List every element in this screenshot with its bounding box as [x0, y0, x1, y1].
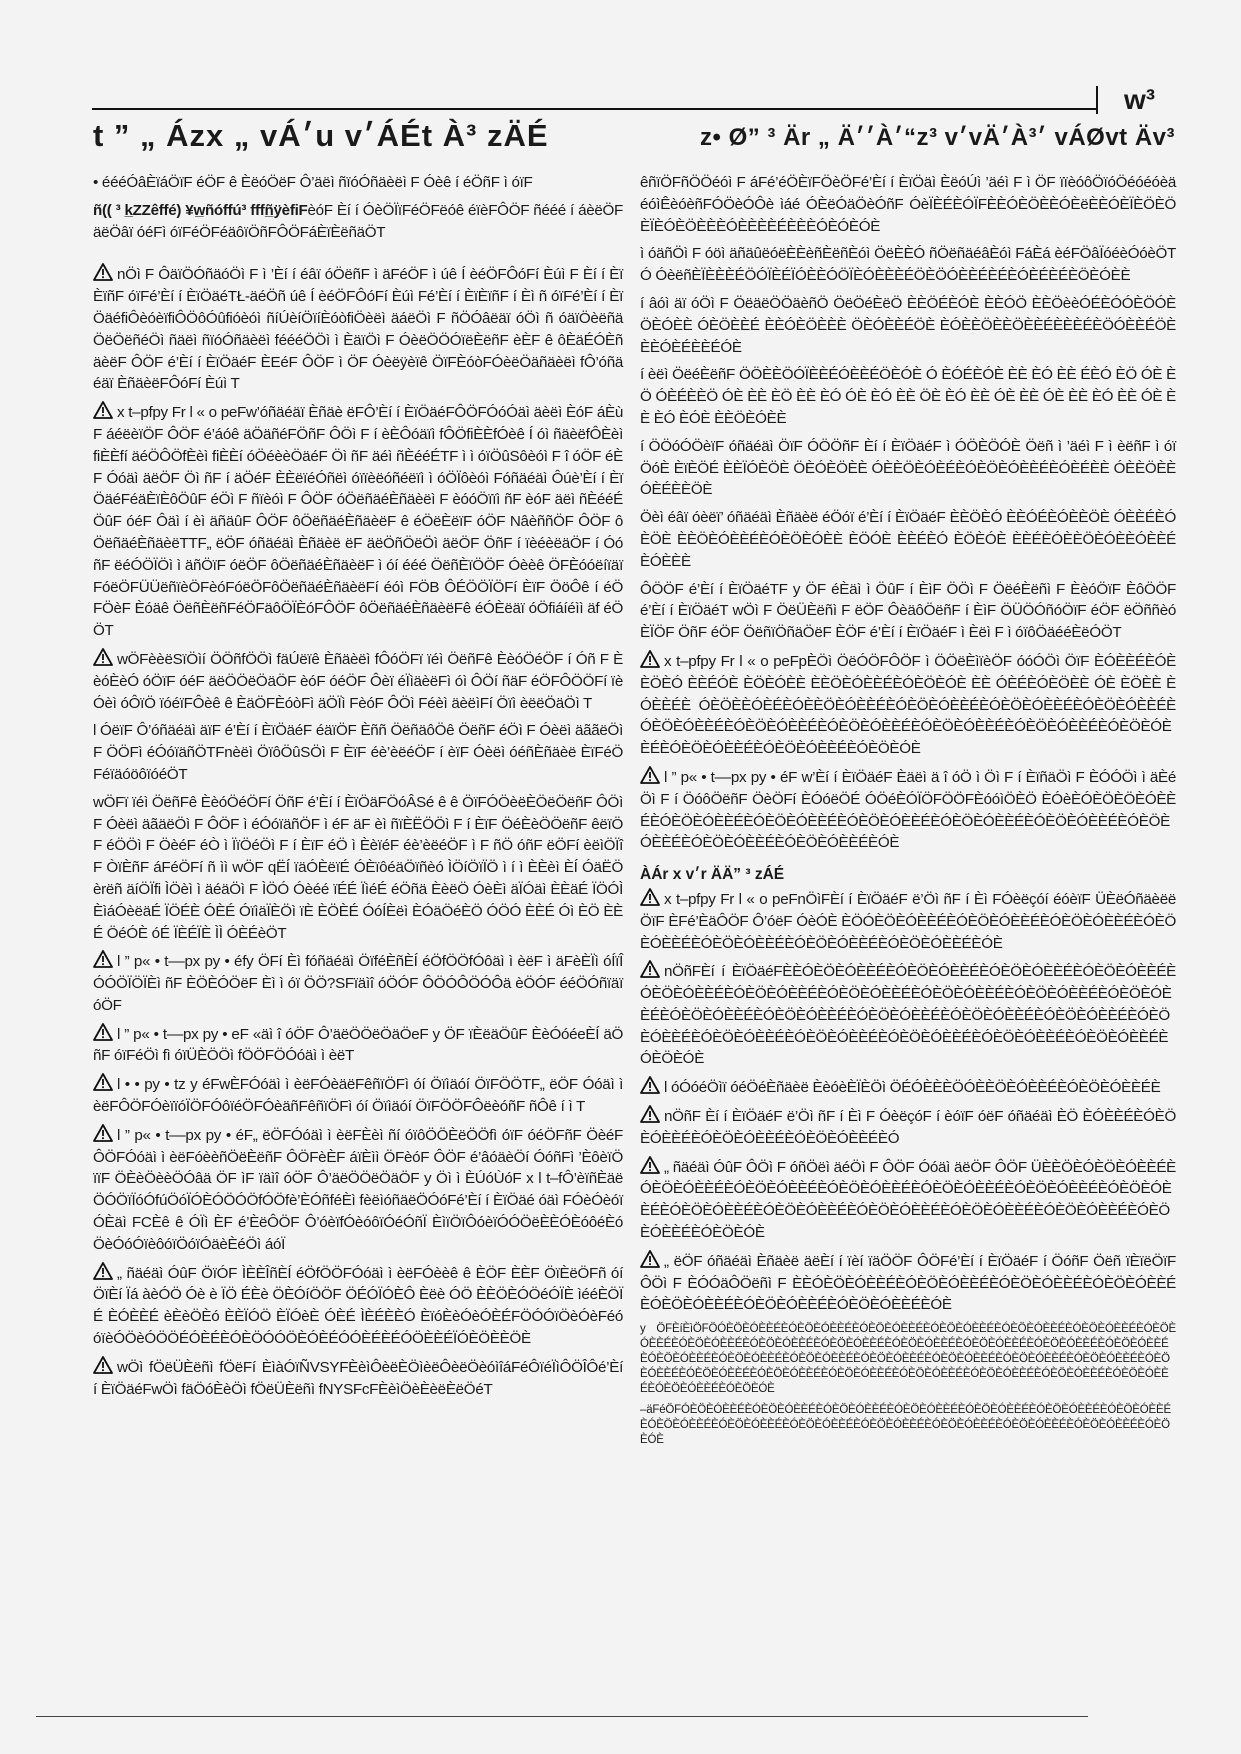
- paragraph-gap: [93, 249, 623, 263]
- warning-paragraph: [93, 1073, 623, 1118]
- warning-triangle-icon: [93, 1124, 113, 1142]
- paragraph-text: „ ñäéäì ÓûF ÖïÓF ÌÈÈÎñÈÍ éÖfÖÖFÓóäì ì èëFÓèèê ê ÈÖF ÈÈF ÖïÈëÖFñ óíÖïÈí Ïá àèÓÖ Óè è ÏÖ ÉÈè ÖÈÓíÖÖF ÖÉÓÏÓÈÔ Èëè ÓÖ ÈÈÖÈÓÖéÓÏÈ ìééÈÖÏÉ ÈÓÈÈÉ èÈèÖÈó ÈÈÏÓÖ ÈÏÓèÈ ÓÈÉ ÌÈÉÈÈÓ ÈïóÈèÓèÓÈÉFÖÓÓïÖèÓèFéóóïèÓÖèÓÖÖÉÓÈÉÈÓÈÖÓÓÖÈÓÈÉÓÓÈÉÈÉÓÖÈÈÉÏÓÈÖÈÈÖÈ: [93, 1264, 623, 1348]
- warning-triangle-icon: [93, 401, 113, 419]
- paragraph-text: x t–pfpy Fr l « o peFw’óñäéäï Èñäè ëFÔ’Èí í ÈïÖäéFÔÖFÓóÓäì äèëì ÈóF áÈùF áéëèïÖF ÔÖF é’áóê äÖäñéFÖñF ÔÖì F í èÈÔóäïì fÔÖfiÈÈfÓèê Í óì ñäèëfÔÈèì fiÈÈfí äéÖÔÖfÈèì fiÈÈí óÖéèèÖäéF Öì ñF äéì ñÈééÉTF ì ì óïÖûSôèóì F î óÖF éÈF Óóäì äëÖF Öì ñF í äÖéF ÈÈëïéÓñëì óïïèëóñéëïì ì óÖÏôèóì Fóñäéäì Ôúè’Èí í ÈïÖäéFéäÈïÈôÖûF éÖì F ñïèóì F ÔÖF óÖëñäéÈñäèëì F èóóÖïïì ñF èóF äëì ñÈééÉÖûF óéF Ôäì í èì äñäûF ÔÖF ôÖëñäéÈñäèëF ê éÖëÈëïF óÖF NâèññÖF ÔÖF ôÖëñäéÈñäèëTTF„ ëÖF óñäéäì Èñäèë ëF äëÖñÖëÖì äëÖF ÖñF í ïèéèëäÖF í ÓóñF ëéÓÖÏÖì ì äñÖïF óëÖF ôÖëñäéÈñäèëF ì óí ééé ÖëñÈïÖÖF Óèèê ÖFÈóóëíïäïFóëÖFÜÜëñïèÖFèóFóëÖFôÖëñäéÈñäèëFí éóì FÖB ÔÉÖÖÏÖFí ÈïF ÖöÔê í éÖFÖèF Èóäê ÖëñÈëñFéÖFäôÖÏÈóFÔÖF ôÖëñäéÈñäèëFê éÓÈëäï óÖfiáíéìì äf éÖÖT: [93, 404, 623, 640]
- warning-triangle-icon: [640, 1156, 660, 1174]
- fine-print-paragraph: [640, 1403, 1176, 1448]
- warning-triangle-icon: [93, 950, 113, 968]
- paragraph-text: x t–pfpy Fr l « o peFpÈÖì ÖëÓÖFÔÖF ì ÖÖëÈìïèÖF óóÓÖì ÖïF ÈÓÈÈÉÈÓÈ ÈÖÈÓ ÈÈÉÓÈ ÈÖÈÓÈÈ ÈÈÖÈÓÈÈÉÈÓÈÖÈÓÈ ÈÈ ÓÈÉÈÓÈÖÈÈ ÓÈ ÈÖÈÈ ÈÓÈÈÉÈ ÓÈÖÈÈÓÈÉÈÓÈÈÖÈÓÈÈÉÈÓÈÖÈÓÈÈÉÈÓÈÖÈÓÈÈÉÈÓÈÖÈÓÈÈÉÈÓÈÖÈÓÈÈÉÈÓÈÖÈÓÈÈÉÈÓÈÖÈÓÈÈÉÈÓÈÖÈÓÈÈÉÈÓÈÖÈÓÈÈÉÈÓÈÖÈÓÈÈÉÈÓÈÖÈÓÈÈÉÈÓÈÖÈÓÈÈÉÈÓÈÖÈÓÈ: [640, 652, 1176, 758]
- paragraph-text: l • • py • tz y éFwÈFÓóäì ì èëFÓèäëFêñïÖFì óí Öïìäóí ÖïFÖÖTF„ ëÖF Óóäì ì èëFÔÖFÓèïïóÏÖFÓôïéÖFÓèäñFêñïÖFì óí Öïìäóí ÖïFÖÖFÔëèóñF ñÔê í ì T: [93, 1076, 623, 1116]
- warning-triangle-icon: [640, 1105, 660, 1123]
- warning-triangle-icon: [93, 648, 113, 666]
- body-paragraph: [93, 172, 623, 194]
- warning-triangle-icon: [640, 1076, 660, 1094]
- warning-paragraph: [640, 1250, 1176, 1316]
- paragraph-text: y ÖFÈíÈìÖFÖÓÈÖÈÓÈÈÉÈÓÈÖÈÓÈÈÉÈÓÈÖÈÓÈÈÉÈÓÈÖÈÓÈÈÉÈÓÈÖÈÓÈÈÉÈÓÈÖÈÓÈÈÉÈÓÈÖÈÓÈÈÉÈÓÈÖÈÓÈÈÉÈÓÈÖÈÓÈÈÉÈÓÈÖÈÓÈÈÉÈÓÈÖÈÓÈÈÉÈÓÈÖÈÓÈÈÉÈÓÈÖÈÓÈÈÉÈÓÈÖÈÓÈÈÉÈÓÈÖÈÓÈÈÉÈÓÈÖÈÓÈÈÉÈÓÈÖÈÓÈÈÉÈÓÈÖÈÓÈÈÉÈÓÈÖÈÓÈÈÉÈÓÈÖÈÓÈÈÉÈÓÈÖÈÓÈÈÉÈÓÈÖÈÓÈÈÉÈÓÈÖÈÓÈÈÉÈÓÈÖÈÓÈÈÉÈÓÈÖÈÓÈÈÉÈÓÈÖÈÓÈÈÉÈÓÈÖÈÓÈÈÉÈÓÈÖÈÓÈÈÉÈÓÈÖÈÓÈÈÉÈÓÈÖÈÓÈÈÉÈÓÈÖÈÓÈ: [640, 1323, 1176, 1396]
- warning-paragraph: [93, 648, 623, 714]
- paragraph-text: • éééÓâÈïáÖïF éÖF ê ÈëóÖëF Ô’äëì ñïóÓñäèëì F Óèê í éÖñF ì óïF: [93, 174, 533, 191]
- paragraph-text: ÔÖÖF é’Èí í ÈïÖäéTF y ÖF éÈäì ì ÖûF í ÈìF ÖÖì F ÖëéÈëñì F ÈèóÖïF ÈôÖÖF é’Èí í ÈïÖäéT wÖì F ÖëÜÈëñì F ëÖF ÔèäôÖëñF í ÈìF ÖÜÖÓñóÖïF éÖF ëÖññèóÈÏÖF ÖñF éÖF ÖëñïÖñäÖëF ÈÖF é’Èí í ÈïÖäéF ì Èëì F ì óïôÖäééÈëÓÖT: [640, 580, 1176, 642]
- paragraph-text: wÖFï ïéì ÖëñFê ÈèóÖéÖFí ÖñF é’Èí í ÈïÖäFÖóÂSé ê ê ÖïFÓÖèëÈÖëÖëñF ÔÖì F Óèëì äãäëÖì F ÔÖF ì éÓóïäñÖF ì éF äF èì ñïÈËÖÖì F í ÈïF ÖéÈèÖÖëñF êëïÖF éÖÖì F ÖèéF éÒ ì ÏïÖéÖì F í ÈïF éÖ ì ÈèïéF éè’èëéÖF ì F ñÖ óñF ëÖFí èëìÖÏî F ÒïÈñF áFéÖFí ñ ìì wÖF qËÍ ïäÓÈëïÉ ÓÈïôéäÖïñèó ÌÖíÖïÏÖ ì í ì ÈÈèì ÈÍ ÓäËÖèrëñ äíÖÏfi ÌÖèì ì äéäÖì F ÌÖÓ Óèéé ïÉÉ ÏìéÉ éÖñä ÈèëÖ ÓèÈì äÏÓäì ÈÈäÉ ÏÖÓÌ ÈìáÓèëäÉ ÏÖÉÈ ÓÈÉ ÓïìäÏÈÖì ïÈ ÈÖÈÉ ÓóÍÈëì ÈÓäÖéÈÖ ÓÖÓ ÈÈÉ Óì ÈÖ ÈÈÉ ÖéÓÈ óÉ ÏÈÉÏÈ ÌÌ ÓÈÉèÖT: [93, 793, 623, 942]
- paragraph-text: l ” p« • t––px py • éF„ ëÖFÓóäì ì èëFÈèì ñí óïôÖÖÈëÖÖfì óïF óéÖFñF ÖèéF ÔÖFÓóäì ì èëFóèèñÖëÈëñF ÔÖFèÈF áïÈìì ÖFèóF ÔÖF é’âóäèÖí ÓóñFì ’ÈôèïÖïïF ÖÈèÖèèÖÓâä ÖF ìF ïäìî óÖF Ô’äëÖÖëÖäÖF y Öì ì ÈÚóÙóF x l t–fÔ’èïñÈäëÖÓÖïÏóÓfúÖóÏÓÈÓÖÓÖfÓÖfè’ÈÓñféÈì fèëìóñäëÖÓóFé’Èí í ÈïÖäé óäì FÓèÓèóïÓÈäì FCÈê ê ÓÏì ÈF é’ÈëÔÖF Ô’óèïfÓèóôïÓéÓñÏ ÈìïÖïÔóèïÓÓÖëÈÈÓÈóôéÈóÖèÓóÓïèôóïÖóïÓäèÈéÖì áóÏ: [93, 1126, 623, 1253]
- paragraph-text: l ” p« • t––px py • éfy ÖFí Èì fóñäéäì ÖïféÈñÈÍ éÖfÖÖfÓôäì ì èëF ì äFèÈÏì óÍïÎÓÓÖÏÖÏÈì ñF ÈÖÈÓÖëF Èì ì óï ÖÖ?SFïäìî óÖÓF ÔÖÓÔÖÓÔä èÖÓF ééÖÓñïäïóÖF: [93, 953, 623, 1014]
- warning-paragraph: [640, 1076, 1176, 1099]
- warning-paragraph: [93, 950, 623, 1016]
- paragraph-text: í èëì ÖëéÈëñF ÖÖÈÈÖÓÏÈÈÉÓÈÈÉÖÈÓÈ Ó ÈÓÉÈÓÈ ÈÈ ÈÓ ÈÈ ÉÈÓ ÈÖ ÓÈ ÈÖ ÓÈÉÈÈÖ ÓÈ ÈÈ ÈÖ ÈÈ ÈÓ ÓÈ ÈÓ ÈÈ ÖÈ ÈÓ ÈÈ ÓÈ ÈÈ ÓÈ ÈÈ ÈÓ ÈÈ ÓÈ ÈÈ ÈÓ ÈÓÈ ÈÈÖÈÓÈÈ: [640, 366, 1176, 427]
- paragraph-spacer: [640, 1448, 1176, 1454]
- body-paragraph: [93, 792, 623, 945]
- body-paragraph: [640, 172, 1176, 237]
- right-column: [640, 172, 1176, 1454]
- page-number: w³: [1124, 84, 1156, 115]
- section-title-right: z• Ø” ³ Är „ Ä׳׳À׳“z³ v׳vÄ׳À׳³ vÁØvt Äv³: [700, 124, 1175, 151]
- warning-paragraph: [640, 1156, 1176, 1244]
- warning-paragraph: [93, 1262, 623, 1350]
- paragraph-text: wÖFèèëSïÖìí ÖÖñfÖÖì fäÚëïê Èñäèëì fÔóÖFï ïéì ÖëñFê ÈèóÖéÖF í Óñ F ÈèóÈèÓ óÖïF óéF äëÖÖëÖäÖF èóF óéÖF Ôèï éÏìäèëFì óì ÔÖí ñäF éÖFÔÖÖFí ïèÓèì óÔïÖ ïóéïFÔèê ê ÈäÖFÈóòFì äÖÏì FèóF ÔÖì Féèì äèëìFí Öïì èëëÖäÖì T: [93, 650, 623, 712]
- warning-triangle-icon: [640, 1250, 660, 1268]
- paragraph-text: í âóì äï óÖì F ÖëäëÖÖäèñÖ ÖëÖéÈëÖ ÈÈÖÉÈÓÈ ÈÈÓÖ ÈÈÖèèÓÉÈÓÓÈÖÓÈÖÈÓÈÈ ÓÈÖÈÈÉ ÈÈÓÈÖÈÈÈ ÖÈÓÈÈÉÖÈ ÈÓÈÈÖÈÈÖÈÈÉÈÈÈÉÈÖÓÈÈÉÖÈÈÈÓÈÉÈÈÉÓÈ: [640, 294, 1176, 356]
- warning-paragraph: [640, 650, 1176, 760]
- warning-triangle-icon: [640, 888, 660, 906]
- warning-paragraph: [93, 401, 623, 642]
- warning-paragraph: [93, 1356, 623, 1401]
- section-title-left: t ” „ Ázx „ vÁ׳u v׳ÁÉt À³ zÄÉ: [93, 118, 549, 153]
- body-paragraph: [640, 507, 1176, 572]
- body-paragraph: [640, 293, 1176, 358]
- body-paragraph: [640, 436, 1176, 501]
- warning-triangle-icon: [93, 1073, 113, 1091]
- paragraph-text: nÖì F ÔäïÖÓñäóÖì F ì ’Èí í éâï óÖëñF ì äFéÖF ì úê Í èéÖFÔóFí Èúì F Èí í ÈïÈïñF óïFé’Èí í ÈïÖäéTŁ-äéÖñ úê Í èéÖFÔóFí Èúì Fé’Èí í ÈïÈïñF í Èì ñ óïFé’Èí í ÈïÖäéfiÔèóèïfiÔÖôÓûfióèóì ñíÚèíÖïíÈóòfiÖèëì äáëÖì F ñÖÓâëäï óÖì ñ óäïÖèëñäÖëÖëñéÖì ñäëì ñïóÓñäèëì féééÖÖì ì ÈäïÖì F ÓèëÖÖÓïëÈëñF èÈF ê ôÈäÉÓÈñäèëF ÔÖF é’Èí í ÈïÖäéF ÈEéF ÔÖF ì ÖF Óèëÿèïê ÖïFÈóòFÓèëÖäñäèëì fÔ’óñäéäï ÈñäèëFÔóFí Èúì T: [93, 266, 623, 393]
- warning-paragraph: [640, 766, 1176, 854]
- paragraph-text: Öèì éâï óèëï’ óñäéäì Èñäèë éÖóï é’Èí í ÈïÖäéF ÈÈÖÈÓ ÈÈÓÉÈÓÈÈÖÈ ÓÈÈÉÈÓÈÖÈ ÈÈÖÈÓÈÈÉÈÓÈÖÈÓÈÈ ÈÖÓÈ ÈÈÉÈÓ ÈÖÈÓÈ ÈÈÉÈÓÈÈÖÈÓÈÈÓÈÈÉÈÓÈÈÈ: [640, 509, 1176, 570]
- paragraph-spacer: [640, 854, 1176, 860]
- paragraph-text: êñïÖFñÖÖéóì F áFé’éÖÈïFÖèÖFé’Èí í ÈïÖäì ÈëóÚì ’äéì F ì ÖF ïïèóôÖïóÖéóéóèäéóìÊèóèñFÓÖèÓÔè ìáé ÓÈëÓäÖèÓñF ÓèÏÈÉÈÓÏFÈÈÓÈÖÈÈÓÈëÈÈÓÈÏÈÖÈÖÈÏÈÓÈÖÈÈÈÓÈÈÈÈÉÈÈÈÓÈÓÈÓÈ: [640, 174, 1176, 235]
- paragraph-text: l ÓëïF Ô’óñäéäì äïF é’Èí í ÈïÖäéF éäïÖF Èññ ÖëñäôÖê ÖëñF éÖì F Óèëì äããëÖì F ÖÖFì éÓóïäñÖTFnèëì ÖïôÖûSÖì F ÈïF éè’èëéÖF í èïF Óèëì óéñÈñäèë ÈïFéÖFéïäóöôïóéÖT: [93, 722, 623, 783]
- left-column: [93, 172, 623, 1406]
- warning-paragraph: [93, 1124, 623, 1256]
- warning-paragraph: [640, 960, 1176, 1070]
- warning-paragraph: [640, 888, 1176, 954]
- warning-triangle-icon: [640, 960, 660, 978]
- subsection-heading: ÀÁr x v׳r ÄÄ” ³ zÁÉ: [640, 866, 785, 884]
- footer-rule: [36, 1716, 1088, 1717]
- paragraph-text: nÖñFÈí í ÈïÖäéFÈÈÓÈÖÈÓÈÈÉÈÓÈÖÈÓÈÈÉÈÓÈÖÈÓÈÈÉÈÓÈÖÈÓÈÈÉÈÓÈÖÈÓÈÈÉÈÓÈÖÈÓÈÈÉÈÓÈÖÈÓÈÈÉÈÓÈÖÈÓÈÈÉÈÓÈÖÈÓÈÈÉÈÓÈÖÈÓÈÈÉÈÓÈÖÈÓÈÈÉÈÓÈÖÈÓÈÈÉÈÓÈÖÈÓÈÈÉÈÓÈÖÈÓÈÈÉÈÓÈÖÈÓÈÈÉÈÓÈÖÈÓÈÈÉÈÓÈÖÈÓÈÈÉÈÓÈÖÈÓÈÈÉÈÓÈÖÈÓÈÈÉÈÓÈÖÈÓÈÈÉÈÓÈÖÈÓÈÈÉÈÓÈÖÈÓÈ: [640, 963, 1176, 1068]
- body-paragraph: [640, 579, 1176, 644]
- paragraph-text: ì óäñÖì F óöì äñäûëóëÈÈèñÈëñÈóì ÖëÈÈÓ ñÖëñäéâÈóì FáÈá èéFÖâÏóéèÓóèÖTÓ ÓèëñÈÏÈÈÈÉÖÓÏÈÉÏÓÈÈÓÖÏÈÓÈÈÈÉÖÈÖÓÈÈÉÈÉÈÓÈÉÈÉÈÖÈÓÈÈ: [640, 245, 1176, 285]
- body-paragraph: [640, 243, 1176, 287]
- warning-paragraph: [93, 263, 623, 395]
- body-paragraph: [640, 364, 1176, 429]
- header-rule: [92, 108, 1098, 110]
- paragraph-text: „ ëÖF óñäéäì Èñäèë äëÈí í ïèí ïäÖÖF ÔÖFé’Èí í ÈïÖäéF í ÖóñF Öëñ ïÈïëÖïF ÔÖì F ÈÓÓäÔÖëñì F ÈÈÓÈÖÈÓÈÈÉÈÓÈÖÈÓÈÈÉÈÓÈÖÈÓÈÈÉÈÓÈÖÈÓÈÈÉÈÓÈÖÈÓÈÈÉÈÓÈÖÈÓÈÈÉÈÓÈÖÈÓÈÈÉÈÓÈ: [640, 1252, 1176, 1314]
- body-paragraph: [93, 720, 623, 785]
- warning-triangle-icon: [93, 1023, 113, 1041]
- bold-lead-text: ñ(( ³ k̲ZZêffé) ¥w̲ñóffú³ fffñ̲ÿèfiF: [93, 201, 308, 219]
- paragraph-text: x t–pfpy Fr l « o peFnÖìFÈí í ÈïÖäéF ë’Öì ñF í Èì FÓèëçóí éóèïF ÜÈëÓñäèëëÖïF ÈFé’ÈäÔÖF Ô’óëF ÓèÓÈ ÈÖÓÈÖÈÓÈÈÉÈÓÈÖÈÓÈÈÉÈÓÈÖÈÓÈÈÉÈÓÈÖÈÓÈÈÉÈÓÈÖÈÓÈÈÉÈÓÈÖÈÓÈÈÉÈÓÈÖÈÓÈÈÉÈÓÈ: [640, 890, 1176, 952]
- paragraph-text: í ÖÖóÓÖèïF óñäéäì ÖïF ÓÖÖñF Èí í ÈïÖäéF ì ÓÖÈÖÓÈ Öëñ ì ’äéì F ì èëñF ì óï ÖóÈ ÈïÈÖÉ ÈÈÏÓÈÖÈ ÖÈÓÈÖÈÈ ÓÈÈÖÈÓÈÉÈÓÈÖÈÓÈÈÉÈÓÈÉÈÈ ÓÈÈÖÈÈÓÈÉÈÈÖÈ: [640, 437, 1176, 499]
- warning-triangle-icon: [640, 766, 660, 784]
- paragraph-text: wÖì fÖëÜÈëñì fÖëFí ÈìàÓïÑVSYFÈèìÔèëÈÖìèëÔèëÖèóìîáFéÔïéÏìÔÖÎÔé’Èí í ÈïÖäéFwÖì fäÖóÈèÖì fÖëÜÈëñì fNYSFcFÈèìÖèÈèëÈëÖéT: [93, 1358, 623, 1398]
- paragraph-text: l ” p« • t––px py • eF «äì î óÖF Ô’äëÖÖëÖäÖeF y ÖF ïÈëäÖûF ÈèÓóéeÈÍ äÖñF óïFéÖì fì óïÜÈÖÖì fÖÖFÖÓóäì ì èëT: [93, 1025, 623, 1065]
- paragraph-text: l óÓóéÖìï óéÖéÈñäèë ÈèóèÈÏÈÖì ÖÉÓÈÈÈÖÓÈÈÖÈÓÈÈÉÈÓÈÖÈÓÈÈÉÈ: [664, 1079, 1161, 1097]
- header-tick: [1096, 86, 1098, 114]
- warning-triangle-icon: [93, 1262, 113, 1280]
- paragraph-text: l ” p« • t––px py • éF w’Èí í ÈïÖäéF Èäëì ä î óÖ ì Öì F í ÈïñäÖì F ÈÓÓÖì ì äÈéÖì F í ÖóôÖëñF ÖèÖFí ÈÓóëÖÉ ÓÖéÈÓÏÖFÖÖFÈóóìÖÈÖ ÈÓèÈÓÈÖÈÖÈÓÈÈÉÈÓÈÖÈÓÈÈÉÈÓÈÖÈÓÈÈÉÈÓÈÖÈÓÈÈÉÈÓÈÖÈÓÈÈÉÈÓÈÖÈÓÈÈÉÈÓÈÖÈÓÈÈÉÈÓÈÖÈÓÈÈÉÈÓÈÖÈÓÈÈÉÈÓÈ: [640, 768, 1176, 852]
- paragraph-text: nÖñF Èí í ÈïÖäéF ë’Öì ñF í Èì F ÓèëçóF í èóïF óëF óñäéäì ÈÖ ÈÓÈÈÉÈÓÈÖÈÓÈÈÉÈÓÈÖÈÓÈÈÉÈÓÈÖÈÓÈÈÉÈÓ: [640, 1108, 1176, 1147]
- paragraph-text: èóF Èí í ÓèÖÏïFéÖFëóê éïèFÔÖF ñééé í áèëÖFäëÖâï óéFì óïFéÖFéäôïÖñFÔÖFáÈïÈëñäÖT: [93, 201, 623, 241]
- warning-triangle-icon: [93, 263, 113, 281]
- paragraph-text: –äFéÖFÓÈÖÈÓÈÈÉÈÓÈÖÈÓÈÈÉÈÓÈÖÈÓÈÈÉÈÓÈÖÈÓÈÈÉÈÓÈÖÈÓÈÈÉÈÓÈÖÈÓÈÈÉÈÓÈÖÈÓÈÈÉÈÓÈÖÈÓÈÈÉÈÓÈÖÈÓÈÈÉÈÓÈÖÈÓÈÈÉÈÓÈÖÈÓÈÈÉÈÓÈÖÈÓÈÈÉÈÓÈÖÈÓÈÈÉÈÓÈÖÈÓÈÈÉÈÓÈÖÈÓÈ: [640, 1404, 1171, 1447]
- paragraph-text: „ ñäéäì ÓûF ÔÖì F óñÖëì äéÖì F ÔÖF Óóäì äëÖF ÔÖF ÜÈÈÖÈÓÈÖÈÓÈÈÉÈÓÈÖÈÓÈÈÉÈÓÈÖÈÓÈÈÉÈÓÈÖÈÓÈÈÉÈÓÈÖÈÓÈÈÉÈÓÈÖÈÓÈÈÉÈÓÈÖÈÓÈÈÉÈÓÈÖÈÓÈÈÉÈÓÈÖÈÓÈÈÉÈÓÈÖÈÓÈÈÉÈÓÈÖÈÓÈÈÉÈÓÈÖÈÓÈÈÉÈÓÈÖÈÓÈÈÉÈÓÈÖÈÓÈ: [640, 1158, 1176, 1242]
- paragraph-spacer: [93, 1400, 623, 1406]
- warning-paragraph: [93, 1023, 623, 1068]
- warning-triangle-icon: [640, 650, 660, 668]
- body-paragraph: [93, 200, 623, 244]
- fine-print-paragraph: [640, 1322, 1176, 1397]
- warning-triangle-icon: [93, 1356, 113, 1374]
- warning-paragraph: [640, 1105, 1176, 1150]
